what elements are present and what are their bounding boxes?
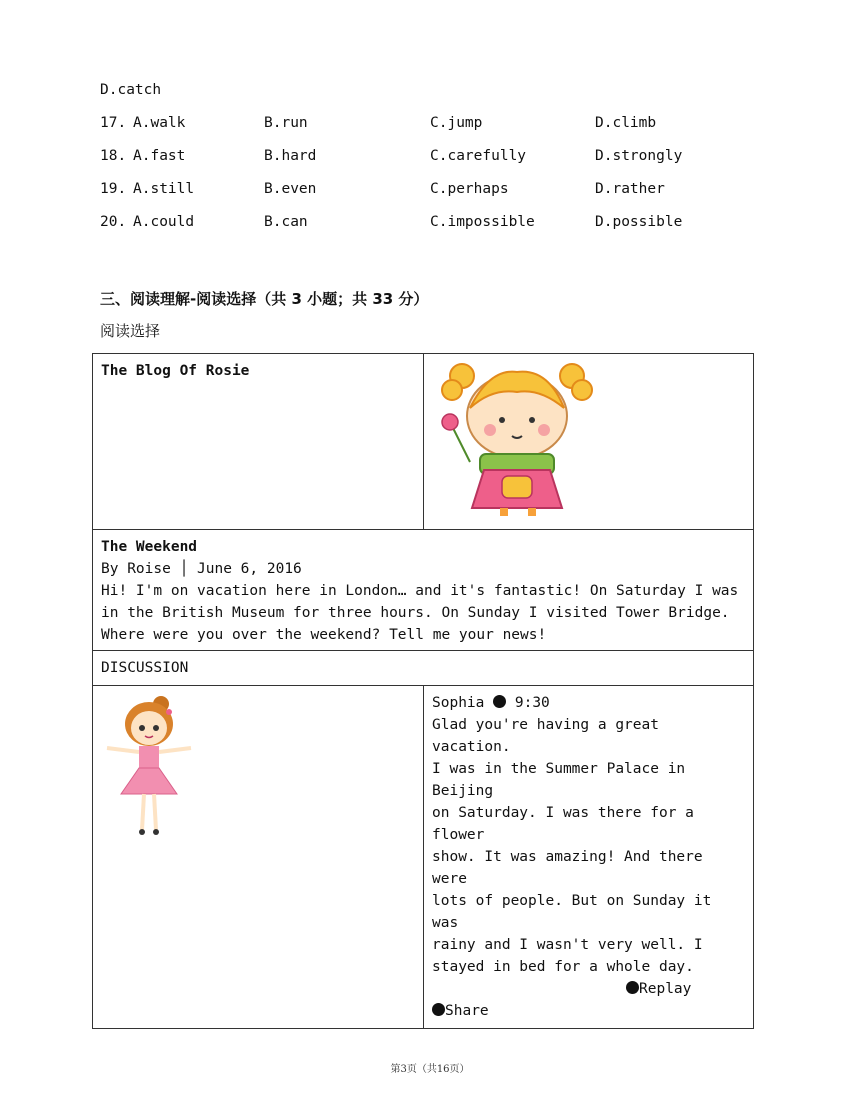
comment-line: rainy and I wasn't very well. I [432, 937, 703, 953]
question-number: 18. [100, 148, 127, 164]
option-b: B.hard [264, 148, 317, 164]
bullet-icon [493, 695, 506, 708]
sophia-illustration [99, 690, 199, 850]
replay-link[interactable] [432, 978, 745, 1000]
post-body-line: Hi! I'm on vacation here in London… and it's fantastic! On Saturday I was [101, 583, 739, 599]
share-link[interactable] [432, 1000, 745, 1022]
previous-option-d: D.catch [100, 82, 162, 98]
blog-title: The Blog Of Rosie [101, 363, 250, 379]
option-a: A.walk [133, 115, 186, 131]
section-subtitle: 阅读选择 [100, 322, 161, 340]
question-number: 17. [100, 115, 127, 131]
option-d: D.possible [595, 214, 683, 230]
option-a: A.fast [133, 148, 186, 164]
bullet-icon [432, 1003, 445, 1016]
option-b: B.run [264, 115, 308, 131]
option-d: D.rather [595, 181, 665, 197]
rosie-image-cell [424, 354, 754, 530]
post-body-line: Where were you over the weekend? Tell me your news! [101, 627, 547, 643]
comment-cell [424, 686, 754, 1029]
option-d: D.strongly [595, 148, 683, 164]
option-c: C.perhaps [430, 181, 509, 197]
comment-line: lots of people. But on Sunday it was [432, 893, 712, 931]
rosie-illustration [430, 358, 600, 518]
blog-post-cell [93, 530, 754, 651]
replay-label: Replay [639, 981, 692, 997]
comment-line: on Saturday. I was there for a flower [432, 805, 694, 843]
option-c: C.jump [430, 115, 483, 131]
page-footer: 第3页（共16页） [390, 1064, 470, 1075]
comment-author: Sophia [432, 695, 485, 711]
post-title: The Weekend [101, 539, 198, 555]
sophia-image-cell [93, 686, 424, 1029]
option-c: C.impossible [430, 214, 535, 230]
comment-time: 9:30 [514, 695, 550, 711]
comment-line: show. It was amazing! And there were [432, 849, 703, 887]
blog-table [92, 353, 754, 1029]
question-number: 20. [100, 214, 127, 230]
comment-line: I was in the Summer Palace in Beijing [432, 761, 686, 799]
comment-header [432, 692, 745, 714]
share-label: Share [445, 1003, 489, 1019]
section-title: 三、阅读理解-阅读选择（共 3 小题；共 33 分） [100, 290, 429, 308]
blog-title-cell [93, 354, 424, 530]
discussion-label: DISCUSSION [101, 660, 189, 676]
option-d: D.climb [595, 115, 657, 131]
option-a: A.still [133, 181, 195, 197]
post-byline: By Roise │ June 6, 2016 [101, 561, 302, 577]
comment-line: stayed in bed for a whole day. [432, 959, 694, 975]
discussion-header-cell [93, 651, 754, 686]
question-number: 19. [100, 181, 127, 197]
post-body-line: in the British Museum for three hours. On Sunday I visited Tower Bridge. [101, 605, 730, 621]
comment-line: Glad you're having a great vacation. [432, 717, 659, 755]
option-b: B.can [264, 214, 308, 230]
option-b: B.even [264, 181, 317, 197]
option-a: A.could [133, 214, 195, 230]
option-c: C.carefully [430, 148, 527, 164]
bullet-icon [626, 981, 639, 994]
